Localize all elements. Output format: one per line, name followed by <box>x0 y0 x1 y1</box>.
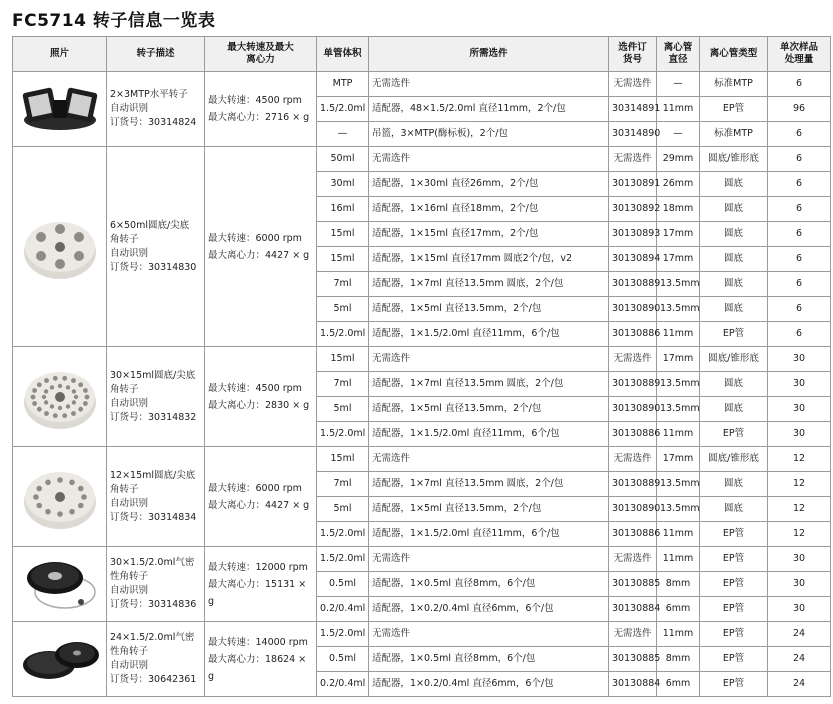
rotor-description-line: 30×15ml圆底/尖底 <box>110 369 196 381</box>
cell-volume: 15ml <box>317 447 369 472</box>
table-row <box>13 447 831 472</box>
header-volume: 单管体积 <box>317 37 369 72</box>
rotor-description <box>107 72 205 147</box>
cell-tube-type: 圆底 <box>700 397 768 422</box>
cell-capacity: 30 <box>768 572 831 597</box>
cell-capacity: 12 <box>768 447 831 472</box>
twelve-hole-rotor-icon <box>15 462 104 532</box>
cell-option-no: 30130885 <box>609 647 657 672</box>
cell-volume: 0.5ml <box>317 647 369 672</box>
cell-capacity: 6 <box>768 272 831 297</box>
cell-capacity: 30 <box>768 397 831 422</box>
rotor-photo <box>13 347 107 447</box>
cell-capacity: 30 <box>768 422 831 447</box>
rotor-description-line: 自动识别 <box>110 585 149 596</box>
cell-option-no: 无需选件 <box>609 147 657 172</box>
rotor-description <box>107 622 205 697</box>
cell-option: 适配器，1×1.5/2.0ml 直径11mm，6个/包 <box>369 422 609 447</box>
cell-volume: 0.2/0.4ml <box>317 672 369 697</box>
cell-tube-type: EP管 <box>700 422 768 447</box>
cell-option: 适配器，1×15ml 直径17mm，2个/包 <box>369 222 609 247</box>
rotor-description-line: 自动识别 <box>110 497 149 509</box>
cell-tube-type: 圆底 <box>700 272 768 297</box>
cell-volume: 15ml <box>317 347 369 372</box>
cell-capacity: 6 <box>768 297 831 322</box>
cell-option: 适配器，1×0.2/0.4ml 直径6mm，6个/包 <box>369 672 609 697</box>
cell-diameter: 11mm <box>657 547 700 572</box>
rotor-photo <box>13 147 107 347</box>
rotor-speed-line: 最大转速：4500 rpm <box>208 95 302 106</box>
cell-tube-type: 标准MTP <box>700 122 768 147</box>
cell-capacity: 12 <box>768 472 831 497</box>
cell-option: 适配器，1×0.2/0.4ml 直径6mm，6个/包 <box>369 597 609 622</box>
cell-capacity: 6 <box>768 122 831 147</box>
table-row <box>13 547 831 572</box>
cell-option: 无需选件 <box>369 447 609 472</box>
cell-diameter: 11mm <box>657 522 700 547</box>
header-tube-type: 离心管类型 <box>700 37 768 72</box>
cell-option-no: 30130889 <box>609 272 657 297</box>
rotor-description-line: 角转子 <box>110 383 139 395</box>
rotor-speed-line: 最大转速：6000 rpm <box>208 482 302 494</box>
cell-volume: 1.5/2.0ml <box>317 422 369 447</box>
cell-tube-type: EP管 <box>700 597 768 622</box>
rotor-speed-line: 最大转速：4500 rpm <box>208 382 302 394</box>
cell-option: 无需选件 <box>369 547 609 572</box>
cell-diameter: 13.5mm <box>657 397 700 422</box>
cell-diameter: 18mm <box>657 197 700 222</box>
rotor-description <box>107 547 205 622</box>
rotor-description-line: 自动识别 <box>110 397 149 409</box>
rotor-description-line: 30×1.5/2.0ml气密 <box>110 557 195 568</box>
header-option-no: 选件订 货号 <box>609 37 657 72</box>
rotor-speed <box>205 72 317 147</box>
header-capacity: 单次样品 处理量 <box>768 37 831 72</box>
six-hole-rotor-icon <box>15 212 104 282</box>
cell-diameter: 17mm <box>657 347 700 372</box>
rotor-speed <box>205 347 317 447</box>
cell-diameter: 13.5mm <box>657 372 700 397</box>
cell-diameter: 13.5mm <box>657 472 700 497</box>
rotor-photo <box>13 547 107 622</box>
cell-option-no: 无需选件 <box>609 622 657 647</box>
cell-volume: MTP <box>317 72 369 97</box>
cell-diameter: 13.5mm <box>657 297 700 322</box>
cell-capacity: 6 <box>768 322 831 347</box>
cell-diameter: 17mm <box>657 447 700 472</box>
cell-diameter: — <box>657 72 700 97</box>
cell-tube-type: EP管 <box>700 622 768 647</box>
cell-volume: 0.2/0.4ml <box>317 597 369 622</box>
cell-volume: 7ml <box>317 272 369 297</box>
cell-option: 适配器，1×5ml 直径13.5mm，2个/包 <box>369 497 609 522</box>
rotor-speed <box>205 622 317 697</box>
cell-option: 适配器，1×5ml 直径13.5mm，2个/包 <box>369 397 609 422</box>
cell-option-no: 30130890 <box>609 397 657 422</box>
rotor-description-line: 订货号：30314834 <box>110 511 197 523</box>
cell-option-no: 30130891 <box>609 172 657 197</box>
cell-tube-type: 圆底 <box>700 497 768 522</box>
cell-option-no: 30130890 <box>609 297 657 322</box>
cell-volume: 16ml <box>317 197 369 222</box>
cell-option: 适配器，1×16ml 直径18mm，2个/包 <box>369 197 609 222</box>
header-desc: 转子描述 <box>107 37 205 72</box>
rotor-speed <box>205 447 317 547</box>
cell-tube-type: EP管 <box>700 647 768 672</box>
rotor-description-line: 订货号：30642361 <box>110 674 197 685</box>
rotor-description-line: 角转子 <box>110 233 139 245</box>
header-photo: 照片 <box>13 37 107 72</box>
cell-diameter: 11mm <box>657 622 700 647</box>
cell-option: 无需选件 <box>369 622 609 647</box>
cell-option: 适配器，48×1.5/2.0ml 直径11mm，2个/包 <box>369 97 609 122</box>
cell-volume: 1.5/2.0ml <box>317 547 369 572</box>
cell-volume: 1.5/2.0ml <box>317 322 369 347</box>
rotor-description-line: 订货号：30314824 <box>110 117 197 128</box>
cell-tube-type: 圆底 <box>700 247 768 272</box>
cell-volume: 1.5/2.0ml <box>317 522 369 547</box>
rotor-speed-line: 最大离心力：4427 × g <box>208 499 310 511</box>
rotor-description-line: 性角转子 <box>110 571 149 582</box>
cell-option: 适配器，1×30ml 直径26mm，2个/包 <box>369 172 609 197</box>
header-options: 所需选件 <box>369 37 609 72</box>
rotor-description-line: 性角转子 <box>110 646 149 657</box>
cell-capacity: 24 <box>768 672 831 697</box>
cell-capacity: 30 <box>768 347 831 372</box>
aerosol-tight-rotor-24-icon <box>15 629 104 689</box>
cell-volume: 7ml <box>317 472 369 497</box>
cell-option: 适配器，1×5ml 直径13.5mm，2个/包 <box>369 297 609 322</box>
rotor-description-line: 订货号：30314836 <box>110 599 197 610</box>
cell-tube-type: EP管 <box>700 322 768 347</box>
cell-tube-type: 圆底 <box>700 197 768 222</box>
cell-option-no: 30130890 <box>609 497 657 522</box>
cell-diameter: 8mm <box>657 572 700 597</box>
cell-option-no: 无需选件 <box>609 72 657 97</box>
cell-option: 适配器，1×0.5ml 直径8mm，6个/包 <box>369 647 609 672</box>
rotor-speed-line: 最大离心力：15131 × g <box>208 578 307 607</box>
rotor-speed <box>205 147 317 347</box>
cell-volume: 30ml <box>317 172 369 197</box>
cell-capacity: 6 <box>768 172 831 197</box>
cell-option: 无需选件 <box>369 72 609 97</box>
cell-volume: 50ml <box>317 147 369 172</box>
cell-tube-type: 圆底/锥形底 <box>700 147 768 172</box>
rotor-description <box>107 447 205 547</box>
cell-capacity: 24 <box>768 622 831 647</box>
page-title: FC5714 转子信息一览表 <box>12 11 216 31</box>
cell-tube-type: 圆底 <box>700 472 768 497</box>
rotor-description-line: 角转子 <box>110 483 139 495</box>
cell-option-no: 30130892 <box>609 197 657 222</box>
cell-option-no: 30314891 <box>609 97 657 122</box>
cell-volume: 5ml <box>317 297 369 322</box>
cell-diameter: 11mm <box>657 97 700 122</box>
rotor-description-line: 订货号：30314832 <box>110 411 197 423</box>
rotor-photo <box>13 622 107 697</box>
rotor-description-line: 自动识别 <box>110 247 149 259</box>
cell-option-no: 无需选件 <box>609 547 657 572</box>
rotor-speed-line: 最大转速：14000 rpm <box>208 636 308 648</box>
rotor-speed-line: 最大离心力：4427 × g <box>208 249 310 261</box>
cell-volume: 15ml <box>317 222 369 247</box>
cell-diameter: 29mm <box>657 147 700 172</box>
cell-option: 无需选件 <box>369 347 609 372</box>
cell-option: 适配器，1×0.5ml 直径8mm，6个/包 <box>369 572 609 597</box>
cell-capacity: 12 <box>768 497 831 522</box>
cell-option-no: 30130886 <box>609 422 657 447</box>
rotor-speed-line: 最大离心力：2830 × g <box>208 399 310 411</box>
cell-capacity: 24 <box>768 647 831 672</box>
cell-diameter: 13.5mm <box>657 497 700 522</box>
cell-diameter: — <box>657 122 700 147</box>
cell-diameter: 11mm <box>657 322 700 347</box>
rotor-photo <box>13 72 107 147</box>
cell-volume: — <box>317 122 369 147</box>
cell-diameter: 6mm <box>657 672 700 697</box>
cell-capacity: 12 <box>768 522 831 547</box>
cell-tube-type: EP管 <box>700 547 768 572</box>
cell-option-no: 30130889 <box>609 472 657 497</box>
cell-option: 吊篮，3×MTP(酶标板)，2个/包 <box>369 122 609 147</box>
cell-option: 适配器，1×7ml 直径13.5mm 圆底，2个/包 <box>369 472 609 497</box>
cell-diameter: 17mm <box>657 247 700 272</box>
cell-option-no: 30130886 <box>609 322 657 347</box>
rotor-description-line: 6×50ml圆底/尖底 <box>110 219 190 231</box>
rotor-description-line: 自动识别 <box>110 103 149 114</box>
cell-tube-type: 圆底/锥形底 <box>700 347 768 372</box>
mtp-swing-rotor-icon <box>15 80 104 138</box>
table-row <box>13 72 831 97</box>
cell-capacity: 96 <box>768 97 831 122</box>
cell-option-no: 无需选件 <box>609 347 657 372</box>
aerosol-tight-rotor-30-icon <box>15 554 104 614</box>
cell-diameter: 17mm <box>657 222 700 247</box>
cell-option-no: 30130885 <box>609 572 657 597</box>
cell-option-no: 30130884 <box>609 672 657 697</box>
cell-option: 适配器，1×7ml 直径13.5mm 圆底，2个/包 <box>369 372 609 397</box>
cell-option-no: 30130894 <box>609 247 657 272</box>
cell-volume: 15ml <box>317 247 369 272</box>
cell-capacity: 6 <box>768 197 831 222</box>
cell-volume: 1.5/2.0ml <box>317 97 369 122</box>
cell-diameter: 26mm <box>657 172 700 197</box>
cell-option-no: 30130884 <box>609 597 657 622</box>
cell-diameter: 8mm <box>657 647 700 672</box>
cell-option: 无需选件 <box>369 147 609 172</box>
rotor-description <box>107 147 205 347</box>
cell-tube-type: 标准MTP <box>700 72 768 97</box>
header-speed: 最大转速及最大 离心力 <box>205 37 317 72</box>
rotor-description-line: 24×1.5/2.0ml气密 <box>110 632 195 643</box>
cell-tube-type: 圆底 <box>700 172 768 197</box>
cell-tube-type: 圆底 <box>700 222 768 247</box>
cell-capacity: 30 <box>768 372 831 397</box>
cell-capacity: 30 <box>768 547 831 572</box>
cell-option-no: 30130889 <box>609 372 657 397</box>
cell-option-no: 30130886 <box>609 522 657 547</box>
table-row <box>13 622 831 647</box>
cell-capacity: 30 <box>768 597 831 622</box>
cell-tube-type: 圆底 <box>700 297 768 322</box>
rotor-description-line: 订货号：30314830 <box>110 261 197 273</box>
rotor-speed-line: 最大离心力：2716 × g <box>208 112 310 123</box>
rotor-description-line: 2×3MTP水平转子 <box>110 89 188 100</box>
cell-volume: 5ml <box>317 397 369 422</box>
cell-option: 适配器，1×1.5/2.0ml 直径11mm，6个/包 <box>369 522 609 547</box>
cell-capacity: 6 <box>768 147 831 172</box>
cell-option: 适配器，1×15ml 直径17mm 圆底2个/包，v2 <box>369 247 609 272</box>
cell-option: 适配器，1×1.5/2.0ml 直径11mm，6个/包 <box>369 322 609 347</box>
rotor-description <box>107 347 205 447</box>
cell-capacity: 6 <box>768 247 831 272</box>
rotor-speed <box>205 547 317 622</box>
rotor-description-line: 12×15ml圆底/尖底 <box>110 469 196 481</box>
cell-option-no: 30130893 <box>609 222 657 247</box>
rotor-speed-line: 最大转速：12000 rpm <box>208 561 308 573</box>
cell-option-no: 无需选件 <box>609 447 657 472</box>
thirty-hole-rotor-icon <box>15 362 104 432</box>
rotor-description-line: 自动识别 <box>110 660 149 671</box>
cell-tube-type: 圆底/锥形底 <box>700 447 768 472</box>
cell-capacity: 6 <box>768 222 831 247</box>
cell-volume: 7ml <box>317 372 369 397</box>
cell-volume: 5ml <box>317 497 369 522</box>
table-row <box>13 347 831 372</box>
cell-diameter: 13.5mm <box>657 272 700 297</box>
cell-tube-type: EP管 <box>700 522 768 547</box>
cell-tube-type: 圆底 <box>700 372 768 397</box>
cell-option-no: 30314890 <box>609 122 657 147</box>
cell-diameter: 6mm <box>657 597 700 622</box>
rotor-table <box>12 36 831 697</box>
rotor-speed-line: 最大离心力：18624 × g <box>208 653 307 682</box>
cell-tube-type: EP管 <box>700 572 768 597</box>
table-header-row <box>13 37 831 72</box>
cell-volume: 1.5/2.0ml <box>317 622 369 647</box>
cell-capacity: 6 <box>768 72 831 97</box>
cell-tube-type: EP管 <box>700 97 768 122</box>
rotor-speed-line: 最大转速：6000 rpm <box>208 232 302 244</box>
cell-tube-type: EP管 <box>700 672 768 697</box>
rotor-photo <box>13 447 107 547</box>
table-row <box>13 147 831 172</box>
cell-option: 适配器，1×7ml 直径13.5mm 圆底，2个/包 <box>369 272 609 297</box>
cell-volume: 0.5ml <box>317 572 369 597</box>
header-diameter: 离心管 直径 <box>657 37 700 72</box>
cell-diameter: 11mm <box>657 422 700 447</box>
